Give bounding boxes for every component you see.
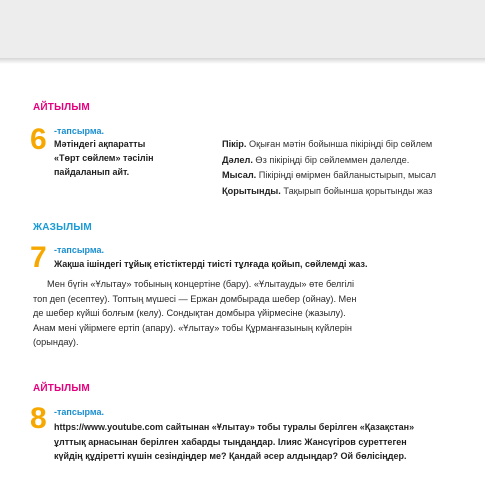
task-7-text	[33, 277, 413, 350]
task-title-6-line1: Мәтіндегі ақпаратты	[54, 139, 146, 149]
plan-text-example: Пікіріңді өмірмен байланыстырып, мысал	[256, 170, 436, 180]
plan-row-conclusion	[222, 184, 485, 200]
section-label-speaking-2: АЙТЫЛЫМ	[33, 383, 90, 394]
plan-term-opinion: Пікір.	[222, 139, 247, 149]
plan-text-argument: Өз пікіріңді бір сөйлеммен дәлелде.	[252, 154, 410, 165]
task-7-line-1	[33, 277, 413, 292]
page-top-band	[0, 0, 485, 58]
task-7-line-3: де шебер күйші болғым (келу). Сондықтан домбыра үйірмесіне (жазылу).	[33, 308, 346, 318]
task-number-6: 6	[30, 123, 47, 156]
plan-term-argument: Дәлел.	[222, 154, 253, 165]
task-title-7: Жақша ішіндегі тұйық етістіктерді тиісті тұлғада қойып, сөйлемді жаз.	[54, 259, 368, 269]
plan-row-argument	[222, 153, 485, 169]
plan-term-conclusion: Қорытынды.	[222, 185, 281, 196]
plan-text-opinion: Оқыған мәтін бойынша пікіріңді бір сөйлем	[246, 139, 433, 149]
task-7-line-2: топ деп (есептеу). Топтың мүшесі — Ержан домбырада шебер (ойнау). Мен	[33, 293, 357, 304]
plan-row-opinion	[222, 137, 485, 153]
task-7-line-1-text: Мен бүгін «Ұлытау» тобының концертіне (бару). «Ұлытауды» өте белгілі	[47, 279, 355, 289]
task-title-6	[54, 137, 154, 179]
task-number-7: 7	[30, 241, 47, 274]
plan-term-example: Мысал.	[222, 170, 257, 180]
plan-row-example	[222, 168, 485, 184]
task-8-line-2: ұлттық арнасынан берілген хабарды тыңдаңдар. Ілияс Жансүгіров суреттеген	[54, 436, 407, 447]
task-8-line-3: күйдің құдіретті күшін сезіндіңдер ме? Қандай әсер алдыңдар? Ой бөлісіңдер.	[54, 451, 407, 461]
task-7-line-5: (орындау).	[33, 337, 79, 347]
task-title-6-line2: «Төрт сөйлем» тәсілін	[54, 153, 154, 163]
section-label-speaking: АЙТЫЛЫМ	[33, 102, 90, 113]
task-word-7: -тапсырма.	[54, 245, 104, 255]
task-8-line-1: https://www.youtube.com сайтынан «Ұлытау» тобы туралы берілген «Қазақстан»	[54, 422, 415, 432]
page-edge-shadow	[0, 58, 485, 64]
four-sentence-plan	[222, 137, 485, 199]
task-number-8: 8	[30, 402, 47, 435]
section-label-writing: ЖАЗЫЛЫМ	[33, 222, 92, 233]
task-7-line-4: Анам мені үйірмеге ертіп (апару). «Ұлытау» тобы Құрманғазының күйлерін	[33, 322, 352, 333]
task-word-8: -тапсырма.	[54, 407, 104, 417]
task-8-text	[54, 420, 484, 464]
task-word-6: -тапсырма.	[54, 126, 104, 136]
plan-text-conclusion: Тақырып бойынша қорытынды жаз	[280, 185, 433, 196]
task-title-6-line3: пайдаланып айт.	[54, 167, 130, 177]
